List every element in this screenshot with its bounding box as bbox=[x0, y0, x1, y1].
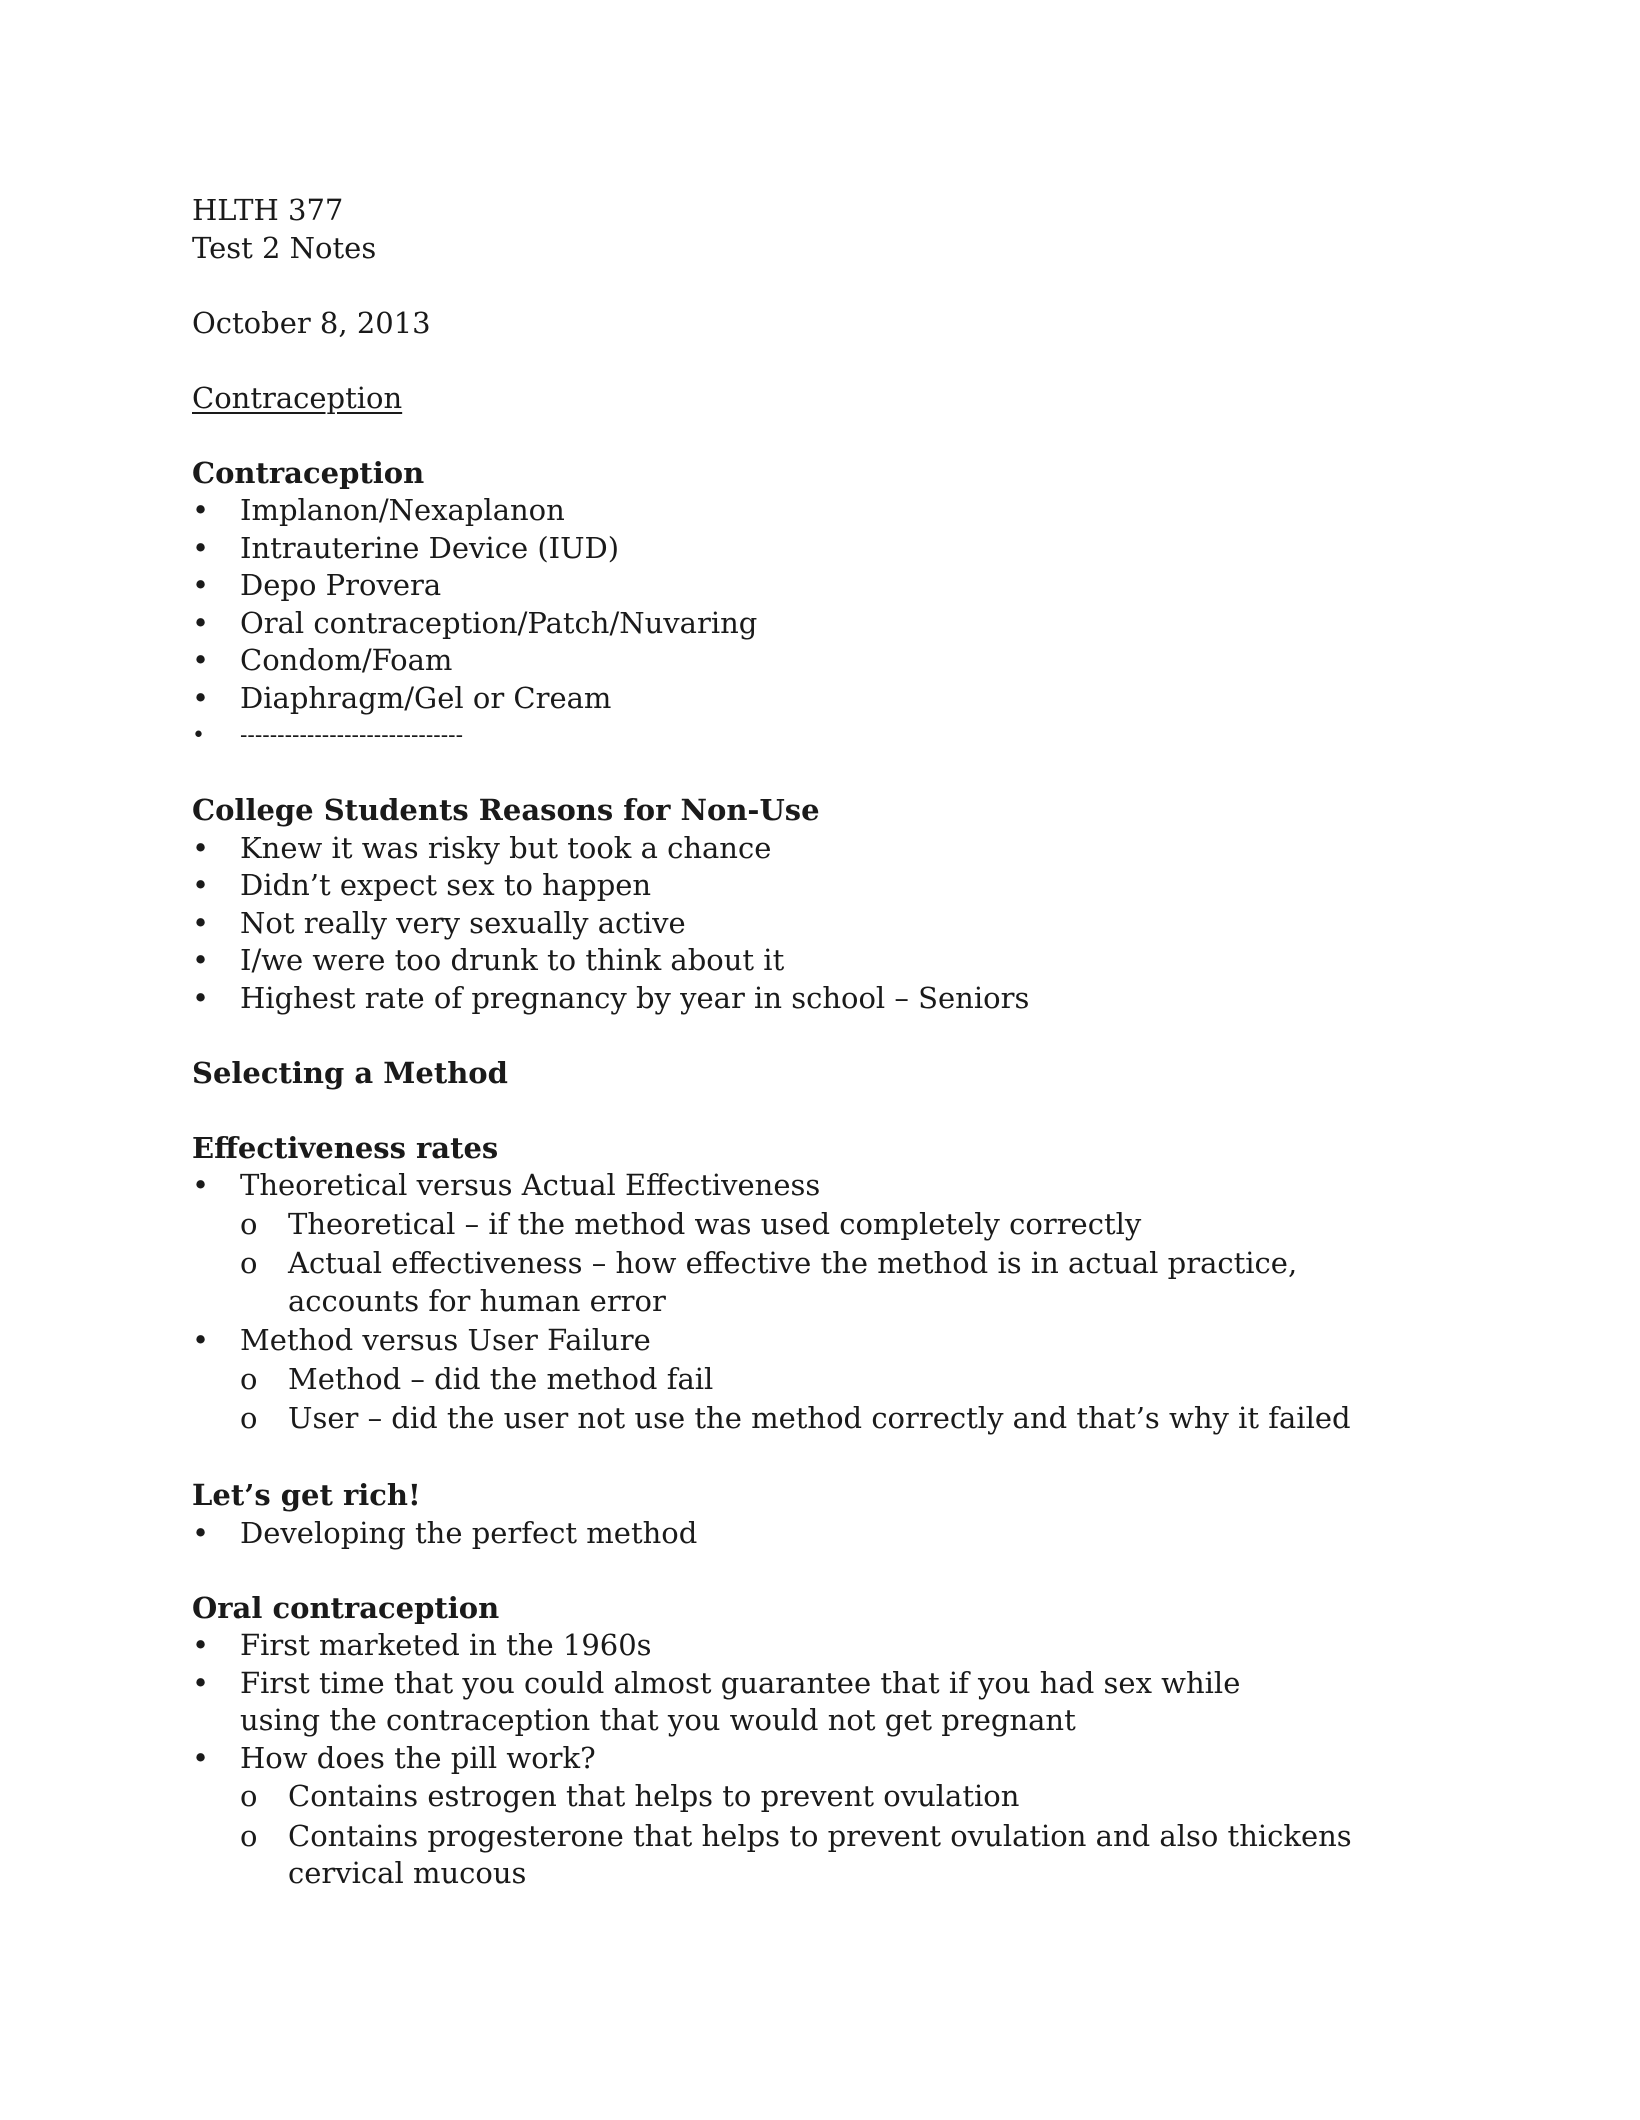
spacer bbox=[192, 1092, 1452, 1130]
section-heading-rich: Let’s get rich! bbox=[192, 1478, 421, 1512]
notes-title: Test 2 Notes bbox=[192, 230, 377, 265]
list-item: • Method versus User Failure bbox=[192, 1322, 1452, 1360]
effectiveness-list bbox=[192, 1167, 1452, 1438]
spacer bbox=[192, 1440, 1452, 1478]
list-item: • Depo Provera bbox=[192, 567, 1452, 605]
rich-list bbox=[192, 1515, 1452, 1553]
lecture-date: October 8, 2013 bbox=[192, 305, 431, 340]
list-item: • Intrauterine Device (IUD) bbox=[192, 530, 1452, 568]
list-item: • Didn’t expect sex to happen bbox=[192, 867, 1452, 905]
list-item: • Highest rate of pregnancy by year in school – Seniors bbox=[192, 980, 1452, 1018]
list-item: • I/we were too drunk to think about it bbox=[192, 942, 1452, 980]
list-item: • First time that you could almost guarantee that if you had sex while using the contraception that you would not get pregnant bbox=[192, 1665, 1320, 1740]
list-item: • Oral contraception/Patch/Nuvaring bbox=[192, 605, 1452, 643]
spacer bbox=[192, 1017, 1452, 1055]
sub-list-item: o Contains progesterone that helps to prevent ovulation and also thickens cervical mucous bbox=[192, 1818, 1428, 1893]
topic-title: Contraception bbox=[192, 380, 403, 415]
list-item: • Knew it was risky but took a chance bbox=[192, 830, 1452, 868]
spacer bbox=[192, 267, 1452, 305]
document-page bbox=[192, 192, 1452, 1895]
list-item: • Developing the perfect method bbox=[192, 1515, 1452, 1553]
list-item: • Implanon/Nexaplanon bbox=[192, 492, 1452, 530]
spacer bbox=[192, 755, 1452, 793]
sub-list-item: o Theoretical – if the method was used completely correctly bbox=[192, 1206, 1452, 1244]
list-item-placeholder: • ------------------------------ bbox=[192, 717, 1452, 755]
oral-list bbox=[192, 1627, 1452, 1893]
list-item: • Condom/Foam bbox=[192, 642, 1452, 680]
list-item: • First marketed in the 1960s bbox=[192, 1627, 1452, 1665]
list-item: • Theoretical versus Actual Effectiveness bbox=[192, 1167, 1452, 1205]
list-item: • How does the pill work? bbox=[192, 1740, 1452, 1778]
contraception-list bbox=[192, 492, 1452, 755]
nonuse-list bbox=[192, 830, 1452, 1018]
spacer bbox=[192, 342, 1452, 380]
section-heading-selecting: Selecting a Method bbox=[192, 1055, 508, 1090]
spacer bbox=[192, 417, 1452, 455]
section-heading-nonuse: College Students Reasons for Non-Use bbox=[192, 793, 820, 827]
sub-list-item: o User – did the user not use the method correctly and that’s why it failed bbox=[192, 1400, 1452, 1438]
course-code: HLTH 377 bbox=[192, 193, 344, 227]
sub-list-item: o Contains estrogen that helps to prevent ovulation bbox=[192, 1778, 1452, 1816]
list-item: • Not really very sexually active bbox=[192, 905, 1452, 943]
section-heading-oral: Oral contraception bbox=[192, 1590, 500, 1625]
sub-list-item: o Actual effectiveness – how effective the method is in actual practice, accounts for human error bbox=[192, 1245, 1428, 1320]
list-item: • Diaphragm/Gel or Cream bbox=[192, 680, 1452, 718]
sub-list-item: o Method – did the method fail bbox=[192, 1361, 1452, 1399]
section-heading-effectiveness: Effectiveness rates bbox=[192, 1130, 499, 1165]
section-heading-contraception: Contraception bbox=[192, 455, 425, 490]
spacer bbox=[192, 1552, 1452, 1590]
